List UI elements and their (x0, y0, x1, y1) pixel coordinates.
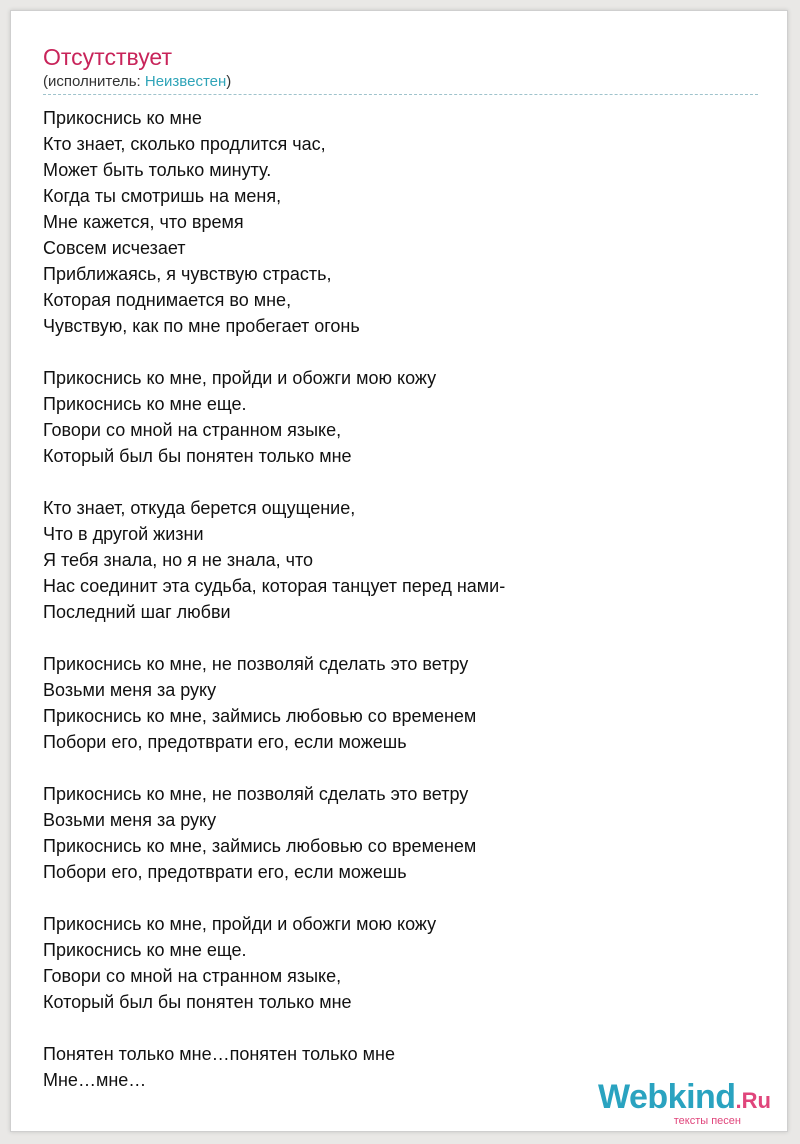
lyrics-line: Я тебя знала, но я не знала, что (43, 550, 314, 570)
logo-tld: .Ru (735, 1088, 771, 1113)
lyrics-line: Кто знает, откуда берется ощущение, (43, 498, 356, 518)
lyrics-line: Чувствую, как по мне пробегает огонь (43, 316, 360, 336)
lyrics-line: Прикоснись ко мне, не позволяй сделать это ветру (43, 654, 469, 674)
lyrics-line: Говори со мной на странном языке, (43, 420, 342, 440)
lyrics-line: Которая поднимается во мне, (43, 290, 292, 310)
lyrics-page (10, 10, 788, 1132)
lyrics-line: Прикоснись ко мне, займись любовью со временем (43, 836, 477, 856)
lyrics-line: Прикоснись ко мне, не позволяй сделать это ветру (43, 784, 469, 804)
song-title: Отсутствует (43, 44, 172, 70)
site-logo[interactable] (598, 1079, 771, 1127)
lyrics-line: Прикоснись ко мне, займись любовью со временем (43, 706, 477, 726)
lyrics-line: Прикоснись ко мне (43, 108, 202, 128)
lyrics-line: Побори его, предотврати его, если можешь (43, 862, 407, 882)
lyrics-line: Кто знает, сколько продлится час, (43, 134, 326, 154)
lyrics-line: Прикоснись ко мне еще. (43, 940, 247, 960)
lyrics-line: Понятен только мне…понятен только мне (43, 1044, 395, 1064)
lyrics-stanza (43, 1041, 505, 1093)
lyrics-line: Прикоснись ко мне еще. (43, 394, 247, 414)
lyrics-stanza (43, 911, 505, 1015)
lyrics-line: Нас соединит эта судьба, которая танцует перед нами- (43, 576, 506, 596)
lyrics-line: Побори его, предотврати его, если можешь (43, 732, 407, 752)
lyrics-stanza (43, 781, 505, 885)
artist-suffix: ) (226, 73, 232, 90)
logo-tagline: тексты песен (673, 1115, 741, 1127)
lyrics-line: Возьми меня за руку (43, 810, 217, 830)
lyrics-line: Приближаясь, я чувствую страсть, (43, 264, 332, 284)
lyrics-line: Мне…мне… (43, 1070, 147, 1090)
lyrics-line: Может быть только минуту. (43, 160, 272, 180)
lyrics-line: Прикоснись ко мне, пройди и обожги мою кожу (43, 914, 437, 934)
lyrics-line: Который был бы понятен только мне (43, 446, 352, 466)
lyrics-line: Который был бы понятен только мне (43, 992, 352, 1012)
lyrics-line: Когда ты смотришь на меня, (43, 186, 282, 206)
lyrics-line: Последний шаг любви (43, 602, 231, 622)
lyrics-body (43, 105, 505, 1093)
lyrics-line: Прикоснись ко мне, пройди и обожги мою кожу (43, 368, 437, 388)
lyrics-stanza (43, 105, 505, 339)
lyrics-line: Совсем исчезает (43, 238, 186, 258)
artist-link[interactable]: Неизвестен (144, 73, 227, 90)
lyrics-stanza (43, 651, 505, 755)
logo-brand: Webkind (598, 1078, 736, 1116)
lyrics-line: Что в другой жизни (43, 524, 204, 544)
lyrics-line: Говори со мной на странном языке, (43, 966, 342, 986)
artist-line (43, 73, 231, 91)
lyrics-line: Мне кажется, что время (43, 212, 244, 232)
lyrics-stanza (43, 495, 505, 625)
lyrics-line: Возьми меня за руку (43, 680, 217, 700)
header-divider (43, 94, 758, 95)
lyrics-stanza (43, 365, 505, 469)
artist-prefix: (исполнитель: (43, 73, 145, 90)
